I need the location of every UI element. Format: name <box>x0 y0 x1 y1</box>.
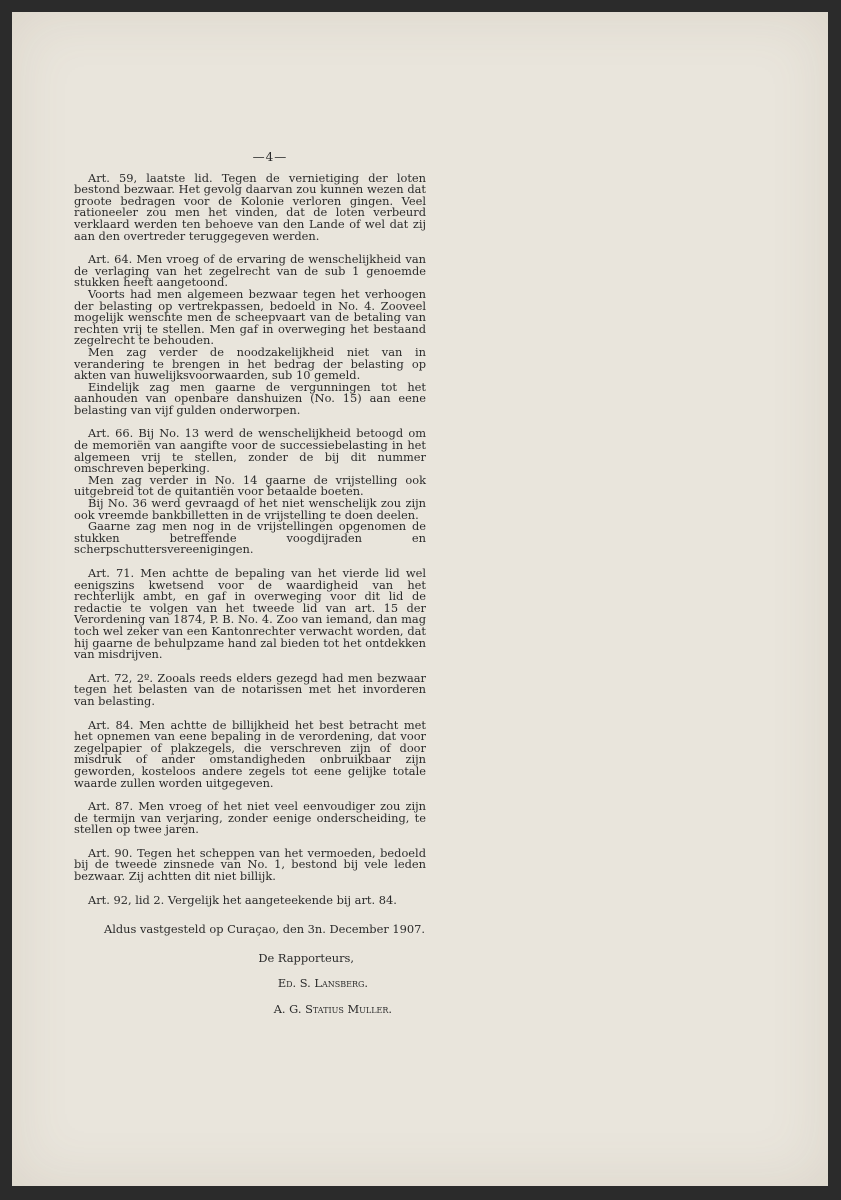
closing-statement: Aldus vastgesteld op Curaçao, den 3n. December 1907. <box>104 922 426 937</box>
paragraph: Eindelijk zag men gaarne de vergunningen tot het aanhouden van openbare danshuizen (No. 15) aan eene belasting van vijf gulden onderworpen. <box>74 379 426 417</box>
paragraph: Voorts had men algemeen bezwaar tegen het verhoogen der belasting op vertrekpassen, bedoeld in No. 4. Zooveel mogelijk wenschte men de scheepvaart van de betaling van rechten vrij te stellen. Men gaf in overweging het bestaand zegelrecht te behouden. <box>74 286 426 348</box>
signatory-name: Ed. S. Lansberg. <box>277 976 368 991</box>
paragraph: Art. 71. Men achtte de bepaling van het vierde lid wel eenigszins kwetsend voor de waardigheid van het rechterlijk ambt, en gaf in overweging voor dit lid de redactie te volgen van het tweede lid van art. 15 der Verordening van 1874, P. B. No. 4. Zoo van iemand, dan mag toch wel zeker van een Kantonrechter verwacht worden, dat hij gaarne de behulpzame hand zal bieden tot het ontdekken van misdrijven. <box>74 566 426 662</box>
section-art-92 <box>74 892 426 907</box>
paragraph: Art. 92, lid 2. Vergelijk het aangeteekende bij art. 84. <box>88 892 397 907</box>
page-number: —4— <box>252 150 288 164</box>
paragraph: Art. 87. Men vroeg of het niet veel eenvoudiger zou zijn de termijn van verjaring, zonder eenige onderscheiding, te stellen op twee jaren. <box>74 799 426 837</box>
paragraph: Art. 84. Men achtte de billijkheid het best betracht met het opnemen van eene bepaling in de verordening, dat voor zegelpapier of plakzegels, die verschreven zijn of door misdruk of ander omstandigheden onbruikbaar zijn geworden, kosteloos andere zegels tot eene gelijke totale waarde zullen worden uitgegeven. <box>74 717 426 790</box>
paragraph: Art. 90. Tegen het scheppen van het vermoeden, bedoeld bij de tweede zinsnede van No. 1, bestond bij vele leden bezwaar. Zij achtten dit niet billijk. <box>74 845 426 884</box>
paragraph: Art. 72, 2º. Zooals reeds elders gezegd had men bezwaar tegen het belasten van de notarissen met het invorderen van belasting. <box>74 670 426 708</box>
paragraph: Bij No. 36 werd gevraagd of het niet wenschelijk zou zijn ook vreemde bankbilletten in de vrijstelling te doen deelen. <box>74 496 426 522</box>
paragraph: Art. 59, laatste lid. Tegen de vernietiging der loten bestond bezwaar. Het gevolg daarvan zou kunnen wezen dat groote bedragen voor de Kolonie verloren gingen. Veel rationeeler zou men het vinden, dat de loten verbeurd verklaard werden ten behoeve van den Lande of wel dat zij aan den overtreder teruggegeven werden. <box>74 170 426 243</box>
document-body <box>74 152 426 1016</box>
section-art-84 <box>74 717 426 790</box>
paragraph: Art. 66. Bij No. 13 werd de wenschelijkheid betoogd om de memoriën van aangifte voor de successiebelasting in het algemeen vrij te stellen, zonder de bij dit nummer omschreven beperking. <box>74 426 426 476</box>
section-art-90 <box>74 845 426 884</box>
paragraph: Gaarne zag men nog in de vrijstellingen opgenomen de stukken betreffende voogdijraden en scherpschuttersvereenigingen. <box>74 519 426 557</box>
paragraph: Art. 64. Men vroeg of de ervaring de wenschelijkheid van de verlaging van het zegelrecht van de sub 1 genoemde stukken heeft aangetoond. <box>74 252 426 290</box>
section-art-59 <box>74 170 426 243</box>
paragraph: Men zag verder in No. 14 gaarne de vrijstelling ook uitgebreid tot de quitantiën voor betaalde boeten. <box>74 472 426 499</box>
section-art-71 <box>74 568 426 661</box>
signatory-name: A. G. Statius Muller. <box>273 1002 392 1017</box>
signature-title: De Rapporteurs, <box>258 950 354 965</box>
section-art-64 <box>74 254 426 416</box>
paragraph: Men zag verder de noodzakelijkheid niet van in verandering te brengen in het bedrag der belasting op akten van huwelijksvoorwaarden, sub 10 gemeld. <box>74 344 426 383</box>
section-art-66 <box>74 428 426 556</box>
section-art-72 <box>74 670 426 708</box>
document-page <box>12 12 828 1186</box>
section-art-87 <box>74 801 426 836</box>
